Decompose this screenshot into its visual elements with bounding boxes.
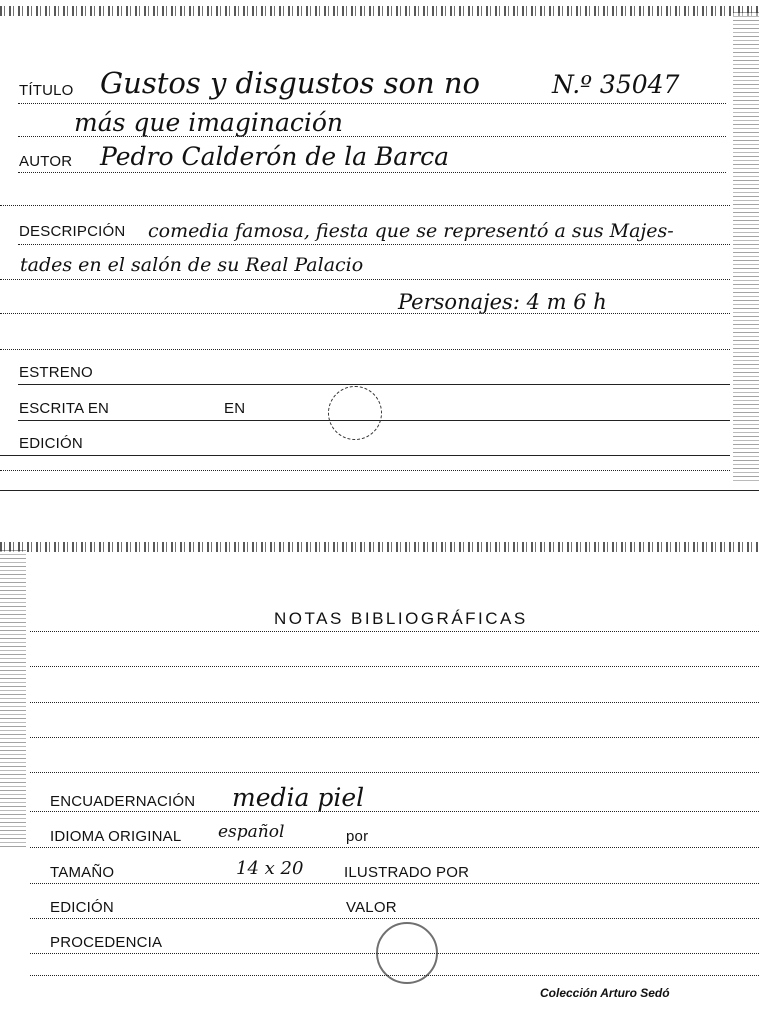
titulo-handwritten-line1: Gustos y disgustos son no [100,66,480,100]
blank-line-1 [0,205,730,206]
procedencia-label: PROCEDENCIA [50,934,163,951]
autor-label: AUTOR [19,153,73,170]
titulo-line-2 [18,136,726,137]
card-bottom-edge [0,490,759,491]
encuadernacion-label: ENCUADERNACIÓN [50,793,196,810]
catalog-card-back [0,540,759,1028]
ilustrado-por-label: ILUSTRADO POR [344,864,470,881]
descripcion-line-4 [0,349,730,350]
scan-edge-top [0,6,759,16]
encuadernacion-handwritten: media piel [232,783,365,812]
autor-line [18,172,726,173]
idioma-original-label: IDIOMA ORIGINAL [50,828,182,845]
scan-edge-top-back [0,542,759,552]
idioma-original-line [30,847,759,848]
notas-line-2 [30,666,759,667]
catalog-number-handwritten: N.º 35047 [552,70,680,99]
edicion-label-front: EDICIÓN [19,435,83,452]
notas-bibliograficas-heading: NOTAS BIBLIOGRÁFICAS [274,609,528,628]
scan-edge-right [733,12,759,482]
titulo-label: TÍTULO [19,82,74,99]
scan-edge-left-back [0,550,26,850]
por-label: por [346,828,369,845]
tamano-handwritten: 14 x 20 [236,858,304,879]
notas-line-4 [30,737,759,738]
notas-line-5 [30,772,759,773]
descripcion-line-2 [0,279,730,280]
descripcion-line-1 [18,244,730,245]
personajes-handwritten: Personajes: 4 m 6 h [398,290,607,314]
tamano-label: TAMAÑO [50,864,115,881]
notas-line-1 [30,631,759,632]
estreno-label: ESTRENO [19,364,93,381]
faded-stamp-circle [328,386,382,440]
titulo-handwritten-line2: más que imaginación [74,108,343,137]
en-label: EN [224,400,246,417]
escrita-en-label: ESCRITA EN [19,400,110,417]
blank-line-bottom [0,470,730,471]
estreno-line [18,384,730,385]
edicion-line-front [0,455,730,456]
titulo-line-1 [18,103,726,104]
notas-line-3 [30,702,759,703]
descripcion-label: DESCRIPCIÓN [19,223,126,240]
collection-credit: Colección Arturo Sedó [540,986,670,1000]
edicion-line-back [30,918,759,919]
valor-label: VALOR [346,899,397,916]
encuadernacion-line [30,811,759,812]
blank-line-back-bottom [30,975,759,976]
edicion-label-back: EDICIÓN [50,899,114,916]
catalog-card-front [0,0,759,492]
descripcion-line-3 [0,313,730,314]
autor-handwritten: Pedro Calderón de la Barca [100,142,450,171]
descripcion-handwritten-line1: comedia famosa, fiesta que se representó a sus Majes- [148,220,674,242]
idioma-original-handwritten: español [218,822,285,842]
tamano-line [30,883,759,884]
descripcion-handwritten-line2: tades en el salón de su Real Palacio [20,254,364,276]
